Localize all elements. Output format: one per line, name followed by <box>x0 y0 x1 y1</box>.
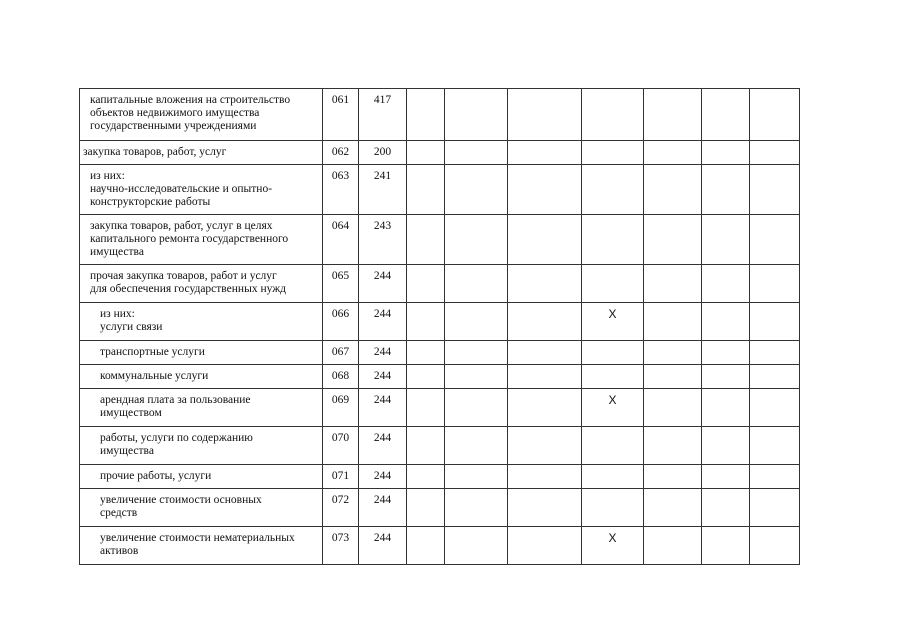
indicator-name-line: увеличение стоимости нематериальных <box>100 532 295 544</box>
x-mark-cell <box>582 165 644 215</box>
indicator-name-line: из них: <box>100 308 135 320</box>
kbk-code-cell: 244 <box>359 527 407 565</box>
value-cell <box>445 427 508 465</box>
x-mark-cell: X <box>582 303 644 341</box>
x-mark-cell <box>582 427 644 465</box>
row-indicator-name <box>80 341 323 365</box>
indicator-name-line: прочие работы, услуги <box>100 470 212 482</box>
indicator-name-line: капитального ремонта государственного <box>90 233 289 245</box>
value-cell <box>508 303 582 341</box>
row-indicator-name <box>80 389 323 427</box>
kbk-code-cell: 244 <box>359 341 407 365</box>
indicator-name-line: закупка товаров, работ, услуг в целях <box>90 220 273 232</box>
value-cell <box>644 389 702 427</box>
value-cell <box>445 465 508 489</box>
value-cell <box>407 215 445 265</box>
value-cell <box>445 165 508 215</box>
value-cell <box>508 341 582 365</box>
x-mark-cell <box>582 465 644 489</box>
indicator-name-line: закупка товаров, работ, услуг <box>83 146 227 158</box>
kbk-code-cell: 244 <box>359 427 407 465</box>
line-code-cell: 066 <box>323 303 359 341</box>
value-cell <box>702 341 750 365</box>
value-cell <box>750 141 800 165</box>
value-cell <box>702 265 750 303</box>
value-cell <box>407 89 445 141</box>
line-code-cell: 070 <box>323 427 359 465</box>
value-cell <box>508 265 582 303</box>
value-cell <box>508 489 582 527</box>
line-code-cell: 065 <box>323 265 359 303</box>
indicator-name-line: транспортные услуги <box>100 346 205 358</box>
value-cell <box>445 389 508 427</box>
row-indicator-name <box>80 465 323 489</box>
indicator-name-line: имуществом <box>100 407 162 419</box>
row-indicator-name <box>80 89 323 141</box>
table-row <box>80 303 800 341</box>
value-cell <box>750 265 800 303</box>
line-code-cell: 064 <box>323 215 359 265</box>
value-cell <box>508 165 582 215</box>
x-mark-cell: X <box>582 389 644 427</box>
indicator-name-line: услуги связи <box>100 321 163 333</box>
indicator-name-line: увеличение стоимости основных <box>100 494 262 506</box>
kbk-code-cell: 243 <box>359 215 407 265</box>
value-cell <box>644 265 702 303</box>
value-cell <box>445 265 508 303</box>
value-cell <box>508 365 582 389</box>
value-cell <box>508 527 582 565</box>
value-cell <box>644 427 702 465</box>
x-mark-cell <box>582 489 644 527</box>
row-indicator-name <box>80 527 323 565</box>
line-code-cell: 072 <box>323 489 359 527</box>
value-cell <box>508 141 582 165</box>
value-cell <box>750 215 800 265</box>
row-indicator-name <box>80 165 323 215</box>
table-row <box>80 527 800 565</box>
value-cell <box>644 527 702 565</box>
row-indicator-name <box>80 265 323 303</box>
kbk-code-cell: 417 <box>359 89 407 141</box>
value-cell <box>508 389 582 427</box>
line-code-cell: 061 <box>323 89 359 141</box>
indicator-name-line: прочая закупка товаров, работ и услуг <box>90 270 277 282</box>
value-cell <box>750 341 800 365</box>
kbk-code-cell: 244 <box>359 489 407 527</box>
x-mark-cell <box>582 341 644 365</box>
indicator-name-line: из них: <box>90 170 125 182</box>
kbk-code-cell: 244 <box>359 303 407 341</box>
row-indicator-name <box>80 489 323 527</box>
table-body <box>80 89 800 565</box>
value-cell <box>702 389 750 427</box>
value-cell <box>702 89 750 141</box>
value-cell <box>702 215 750 265</box>
value-cell <box>407 165 445 215</box>
indicator-name-line: имущества <box>100 445 154 457</box>
row-indicator-name <box>80 365 323 389</box>
indicator-name-line: средств <box>100 507 138 519</box>
x-mark-cell: X <box>582 527 644 565</box>
value-cell <box>407 365 445 389</box>
table-row <box>80 489 800 527</box>
value-cell <box>644 303 702 341</box>
value-cell <box>445 89 508 141</box>
value-cell <box>508 465 582 489</box>
value-cell <box>445 141 508 165</box>
value-cell <box>702 489 750 527</box>
value-cell <box>750 303 800 341</box>
value-cell <box>702 365 750 389</box>
table-row <box>80 141 800 165</box>
value-cell <box>445 527 508 565</box>
indicator-name-line: работы, услуги по содержанию <box>100 432 253 444</box>
table-row <box>80 365 800 389</box>
value-cell <box>644 215 702 265</box>
row-indicator-name <box>80 141 323 165</box>
value-cell <box>407 303 445 341</box>
kbk-code-cell: 200 <box>359 141 407 165</box>
table-row <box>80 341 800 365</box>
value-cell <box>445 365 508 389</box>
line-code-cell: 062 <box>323 141 359 165</box>
budget-table <box>79 88 800 565</box>
value-cell <box>702 165 750 215</box>
value-cell <box>644 341 702 365</box>
line-code-cell: 073 <box>323 527 359 565</box>
row-indicator-name <box>80 215 323 265</box>
x-mark-cell <box>582 365 644 389</box>
value-cell <box>407 341 445 365</box>
value-cell <box>644 141 702 165</box>
indicator-name-line: активов <box>100 545 139 557</box>
value-cell <box>750 365 800 389</box>
value-cell <box>750 89 800 141</box>
x-mark-cell <box>582 141 644 165</box>
kbk-code-cell: 244 <box>359 265 407 303</box>
value-cell <box>445 303 508 341</box>
x-mark-cell <box>582 215 644 265</box>
line-code-cell: 063 <box>323 165 359 215</box>
value-cell <box>750 489 800 527</box>
row-indicator-name <box>80 427 323 465</box>
value-cell <box>508 215 582 265</box>
value-cell <box>702 427 750 465</box>
value-cell <box>407 389 445 427</box>
value-cell <box>445 341 508 365</box>
kbk-code-cell: 244 <box>359 365 407 389</box>
kbk-code-cell: 244 <box>359 389 407 427</box>
table-row <box>80 215 800 265</box>
value-cell <box>407 141 445 165</box>
value-cell <box>750 427 800 465</box>
indicator-name-line: имущества <box>90 246 144 258</box>
value-cell <box>750 527 800 565</box>
line-code-cell: 071 <box>323 465 359 489</box>
value-cell <box>644 465 702 489</box>
indicator-name-line: научно-исследовательские и опытно- <box>90 183 273 195</box>
x-mark-cell <box>582 89 644 141</box>
value-cell <box>508 427 582 465</box>
value-cell <box>445 489 508 527</box>
indicator-name-line: для обеспечения государственных нужд <box>90 283 286 295</box>
indicator-name-line: капитальные вложения на строительство <box>90 94 291 106</box>
value-cell <box>702 527 750 565</box>
indicator-name-line: коммунальные услуги <box>100 370 209 382</box>
table-row <box>80 165 800 215</box>
kbk-code-cell: 241 <box>359 165 407 215</box>
value-cell <box>407 489 445 527</box>
table-row <box>80 427 800 465</box>
value-cell <box>750 389 800 427</box>
indicator-name-line: конструкторские работы <box>90 196 211 208</box>
value-cell <box>407 527 445 565</box>
value-cell <box>644 165 702 215</box>
table-row <box>80 265 800 303</box>
value-cell <box>407 265 445 303</box>
table-row <box>80 389 800 427</box>
value-cell <box>644 89 702 141</box>
x-mark-cell <box>582 265 644 303</box>
kbk-code-cell: 244 <box>359 465 407 489</box>
value-cell <box>644 365 702 389</box>
value-cell <box>702 465 750 489</box>
value-cell <box>445 215 508 265</box>
value-cell <box>702 141 750 165</box>
indicator-name-line: объектов недвижимого имущества <box>90 107 260 119</box>
row-indicator-name <box>80 303 323 341</box>
table-row <box>80 465 800 489</box>
value-cell <box>644 489 702 527</box>
value-cell <box>508 89 582 141</box>
value-cell <box>702 303 750 341</box>
value-cell <box>407 465 445 489</box>
table-row <box>80 89 800 141</box>
line-code-cell: 068 <box>323 365 359 389</box>
indicator-name-line: государственными учреждениями <box>90 120 257 132</box>
value-cell <box>407 427 445 465</box>
line-code-cell: 069 <box>323 389 359 427</box>
line-code-cell: 067 <box>323 341 359 365</box>
indicator-name-line: арендная плата за пользование <box>100 394 251 406</box>
value-cell <box>750 465 800 489</box>
value-cell <box>750 165 800 215</box>
